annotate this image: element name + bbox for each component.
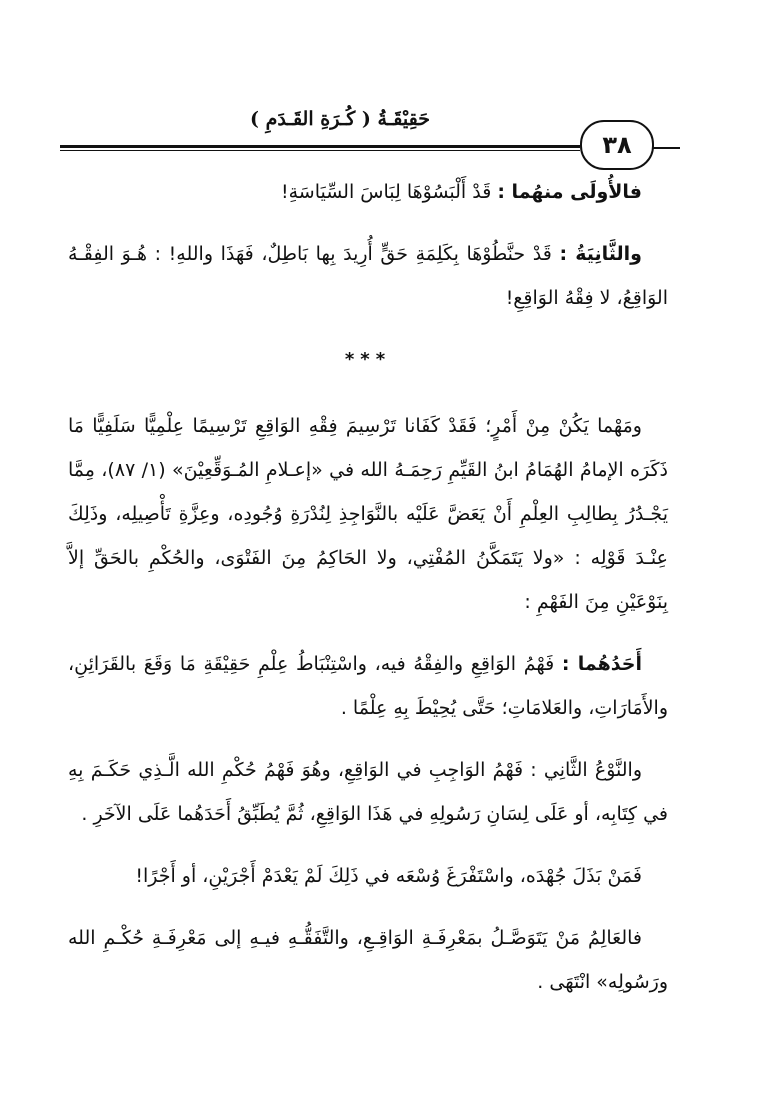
paragraph-6 <box>68 854 668 898</box>
paragraph-2 <box>68 232 668 320</box>
paragraph-text: ومَهْما يَكُنْ مِنْ أَمْرٍ؛ فَقَدْ كَفَانا تَرْسِيمَ فِقْهِ الوَاقِعِ تَرْسِيمًا عِلْمِيًّا سَلَفِيًّا مَا ذَكَرَه الإمامُ الهُمَامُ ابنُ القَيِّمِ رَحِمَـهُ الله في «إعـلامِ المُـوَقِّعِيْنَ» (١/ ٨٧)، مِمَّا يَجْـدُرُ بِطالِبِ العِلْمِ أَنْ يَعَضَّ عَلَيْه بالنَّوَاجِذِ لِنُدْرَةِ وُجُودِه، وعِزَّةِ تَأْصِيلِه، وذَلِكَ عِنْـدَ قَوْلِه : «ولا يَتَمَكَّنُ المُفْتِي، ولا الحَاكِمُ مِنَ الفَتْوَى، والحُكْمِ بالحَقِّ إلاَّ بِنَوْعَيْنِ مِنَ الفَهْمِ : <box>68 415 668 613</box>
paragraph-lead: فالأُولَى منهُما : <box>497 181 642 203</box>
header-rule-thick <box>60 145 580 148</box>
paragraph-lead: والثَّانِيَةُ : <box>559 243 642 265</box>
paragraph-5 <box>68 748 668 836</box>
paragraph-1 <box>68 170 668 214</box>
page-number: ٣٨ <box>580 120 654 170</box>
paragraph-text: قَدْ أَلْبَسُوْهَا لِبَاسَ السِّيَاسَةِ! <box>280 181 498 203</box>
paragraph-text: فَهْمُ الوَاقِعِ والفِقْهُ فيه، واسْتِنْبَاطُ عِلْمِ حَقِيْقَةِ مَا وَقَعَ بالقَرَائِنِ، والأَمَارَاتِ، والعَلامَاتِ؛ حَتَّى يُحِيْطَ بِهِ عِلْمًا . <box>68 653 668 719</box>
paragraph-text: قَدْ حنَّطُوْهَا بِكَلِمَةِ حَقٍّ أُرِيدَ بِها بَاطِلٌ، فَهَذَا واللهِ! : هُـوَ الفِقْـهُ الوَاقِعُ، لا فِقْهُ الوَاقِعِ! <box>68 243 668 309</box>
paragraph-4 <box>68 642 668 730</box>
paragraph-text: فَمَنْ بَذَلَ جُهْدَه، واسْتَفْرَغَ وُسْعَه في ذَلِكَ لَمْ يَعْدَمْ أَجْرَيْنِ، أو أَجْرًا! <box>135 865 642 887</box>
page-body <box>68 170 668 1022</box>
paragraph-3 <box>68 404 668 624</box>
page-header <box>60 100 680 160</box>
paragraph-text: فالعَالِمُ مَنْ يَتَوَصَّـلُ بمَعْرِفَـةِ الوَاقِـعِ، والتَّفَقُّـهِ فيـهِ إلى مَعْرِفَـةِ حُكْـمِ الله ورَسُولِه» انْتَهَى . <box>68 927 668 993</box>
header-rule-thin <box>60 150 580 151</box>
header-rule-right <box>650 147 680 149</box>
paragraph-lead: أَحَدُهُما : <box>561 653 642 675</box>
paragraph-7 <box>68 916 668 1004</box>
section-separator: *** <box>344 349 392 370</box>
paragraph-text: والنَّوْعُ الثَّانِي : فَهْمُ الوَاجِبِ في الوَاقِعِ، وهُوَ فَهْمُ حُكْمِ الله الَّـذِي حَكَـمَ بِهِ في كِتَابِه، أو عَلَى لِسَانِ رَسُولِهِ في هَذَا الوَاقِعِ، ثُمَّ يُطَبِّقُ أَحَدَهُما عَلَى الآخَرِ . <box>68 759 668 825</box>
running-title: حَقِيْقَـةُ ( كُـرَةِ القَـدَمِ ) <box>250 108 430 130</box>
